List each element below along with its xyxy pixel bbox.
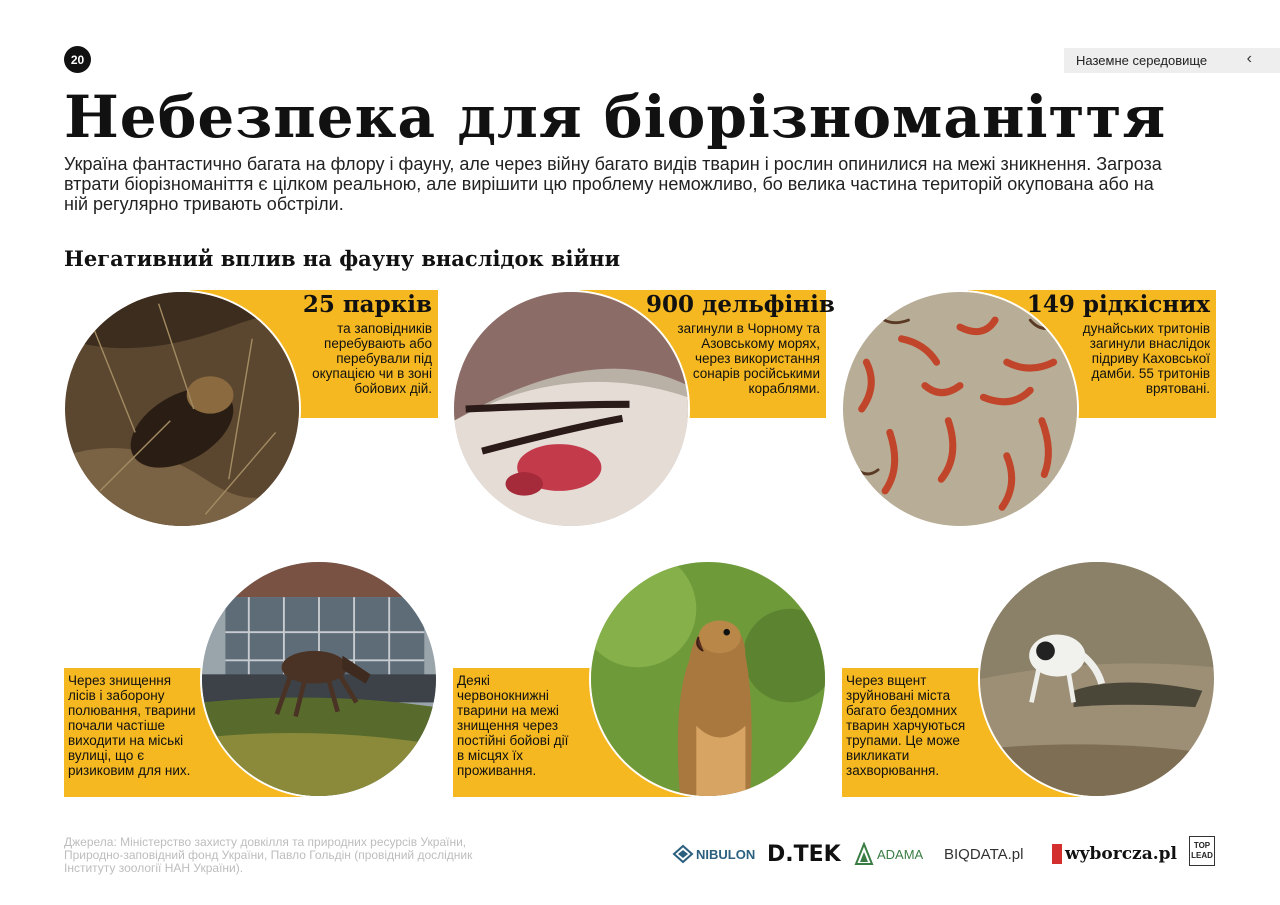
dtek-logo <box>767 836 841 872</box>
moose-city-photo <box>200 560 438 798</box>
dead-dolphin-photo <box>452 290 690 528</box>
biqdata-text: BIQDATA.pl <box>944 845 1024 863</box>
toplead-logo <box>1189 836 1215 866</box>
dead-animal-photo <box>63 290 301 528</box>
intro-paragraph: Україна фантастично багата на флору і фауну, але через війну багато видів тварин і рослин опинилися на межі зникнення. Загроза втрати біорізноманіття є цілком реальною, але вирішити цю проблему неможливо, бо велика частина територій окупована або на ній регулярно тривають обстріли. <box>64 154 1162 214</box>
newts-photo <box>841 290 1079 528</box>
card-text: дунайських тритонів загинули внаслідок підриву Каховської дамби. 55 тритонів врятовані. <box>1082 321 1210 396</box>
sources <box>64 836 472 875</box>
card-text: Через знищення лісів і заборону полювання, тварини почали частіше виходити на міські вулиці, що є ризиковим для них. <box>68 673 196 778</box>
sources-line: Джерела: Міністерство захисту довкілля та природних ресурсів України, <box>64 835 467 849</box>
wyborcza-logo <box>1052 836 1177 872</box>
sources-line: Природно-заповідний фонд України, Павло Гольдін (провідний дослідник <box>64 848 473 862</box>
nibulon-logo <box>672 836 755 872</box>
page-title: Небезпека для біорізноманіття <box>64 83 1167 151</box>
card-text: Через вщент зруйновані міста багато бездомних тварин харчуються трупами. Це може викликати захворювання. <box>846 673 966 778</box>
toplead-bottom: LEAD <box>1191 851 1213 860</box>
toplead-top: TOP <box>1193 841 1211 850</box>
gopher-photo <box>589 560 827 798</box>
card-text: та заповідників перебувають або перебували під окупацією чи в зоні бойових дій. <box>312 321 432 396</box>
sources-line: Інституту зоології НАН України). <box>64 861 244 875</box>
stray-dog-photo <box>978 560 1216 798</box>
section-tab[interactable] <box>1064 48 1280 73</box>
wyborcza-mark <box>1052 844 1062 864</box>
section-subtitle: Негативний вплив на фауну внаслідок війни <box>64 246 621 271</box>
nibulon-icon <box>672 843 694 865</box>
card-headline: 149 рідкісних <box>1026 291 1210 318</box>
adama-text: ADAMA <box>877 846 924 862</box>
page-number: 20 <box>64 46 91 73</box>
chevron-left-icon[interactable]: ‹ <box>1246 50 1252 67</box>
biqdata-logo <box>944 836 1023 872</box>
card-text: загинули в Чорному та Азовському морях, через використання сонарів російськими кораблями. <box>677 321 820 396</box>
wyborcza-text: wyborcza.pl <box>1065 844 1177 864</box>
section-tab-label: Наземне середовище <box>1076 53 1208 68</box>
card-headline: 25 парків <box>302 291 432 318</box>
adama-logo <box>854 836 923 872</box>
card-headline: 900 дельфінів <box>646 291 835 318</box>
adama-icon <box>854 842 874 866</box>
nibulon-text: NIBULON <box>696 846 756 862</box>
card-text: Деякі червонокнижні тварини на межі знищення через постійні бойові дії в місцях їх проживання. <box>457 673 569 778</box>
dtek-text: D.TEK <box>767 841 841 867</box>
